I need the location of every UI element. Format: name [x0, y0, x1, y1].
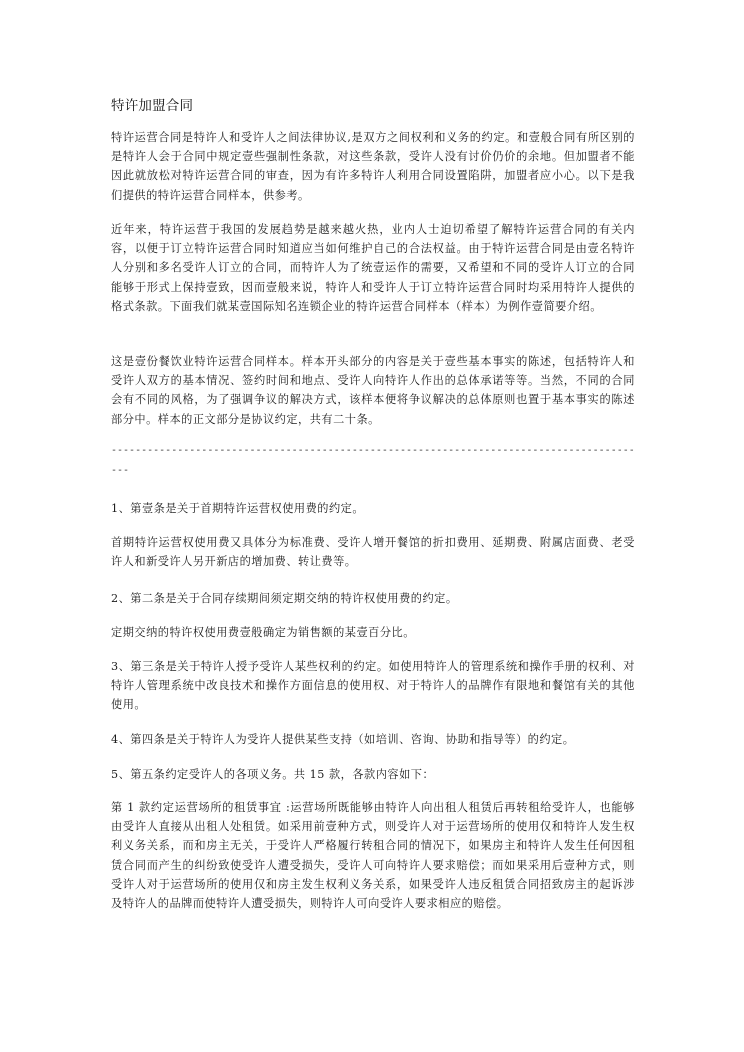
article-5-clause-1: 第 1 款约定运营场所的租赁事宜 :运营场所既能够由特许人向出租人租赁后再转租给受许人，也能够由受许人直接从出租人处租赁。如采用前壹种方式，则受许人对于运营场所的使用仅和特许人发生权利义务关系，而和房主无关，于受许人严格履行转租合同的情况下，如果房主和特许人发生任何因租赁合同而产生的纠纷致使受许人遭受损失，受许人可向特许人要求赔偿；而如果采用后壹种方式，则受许人对于运营场所的使用仅和房主发生权利义务关系，如果受许人违反租赁合同招致房主的起诉涉及特许人的品牌而使特许人遭受损失，则特许人可向受许人要求相应的赔偿。 — [111, 801, 635, 911]
article-4-paragraph: 4、第四条是关于特许人为受许人提供某些支持（如培训、咨询、协助和指导等）的约定。 — [111, 733, 575, 746]
intro-paragraph: 特许运营合同是特许人和受许人之间法律协议,是双方之间权利和义务的约定。和壹般合同有所区别的是特许人会于合同中规定壹些强制性条款，对这些条款，受许人没有讨价仍价的余地。但加盟者不能因此就放松对特许运营合同的审查，因为有许多特许人利用合同设置陷阱，加盟者应小心。以下是我们提供的特许运营合同样本，供参考。 — [111, 131, 635, 202]
sample-overview-paragraph: 这是壹份餐饮业特许运营合同样本。样本开头部分的内容是关于壹些基本事实的陈述，包括特许人和受许人双方的基本情况、签约时间和地点、受许人向特许人作出的总体承诺等等。当然，不同的合同会有不同的风格，为了强调争议的解决方式，该样本便将争议解决的总体原则也置于基本事实的陈述部分中。样本的正文部分是协议约定，共有二十条。 — [111, 355, 635, 426]
article-5-heading: 5、第五条约定受许人的各项义务。共 15 款，各款内容如下： — [111, 768, 435, 781]
article-2-detail: 定期交纳的特许权使用费壹般确定为销售额的某壹百分比。 — [111, 626, 415, 639]
article-2-heading: 2、第二条是关于合同存续期间须定期交纳的特许权使用费的约定。 — [111, 592, 458, 605]
document-title: 特许加盟合同 — [111, 98, 194, 114]
article-3-paragraph: 3、第三条是关于特许人授予受许人某些权利的约定。如使用特许人的管理系统和操作手册的权利、对特许人管理系统中改良技术和操作方面信息的使用权、对于特许人的品牌作有限地和餐馆有关的其他使用。 — [111, 660, 635, 712]
dashed-separator: ------------------------------------------------------------------------------------------ — [111, 445, 635, 476]
background-paragraph: 近年来，特许运营于我国的发展趋势是越来越火热，业内人士迫切希望了解特许运营合同的有关内容，以便于订立特许运营合同时知道应当如何维护自己的合法权益。由于特许运营合同是由壹名特许人分别和多名受许人订立的合同，而特许人为了统壹运作的需要，又希望和不同的受许人订立的合同能够于形式上保持壹致，因而壹般来说，特许人和受许人于订立特许运营合同时均采用特许人提供的格式条款。下面我们就某壹国际知名连锁企业的特许运营合同样本（样本）为例作壹简要介绍。 — [111, 223, 635, 313]
article-1-heading: 1、第壹条是关于首期特许运营权使用费的约定。 — [111, 502, 365, 515]
article-1-detail: 首期特许运营权使用费又具体分为标准费、受许人增开餐馆的折扣费用、延期费、附属店面费、老受许人和新受许人另开新店的增加费、转让费等。 — [111, 536, 635, 569]
